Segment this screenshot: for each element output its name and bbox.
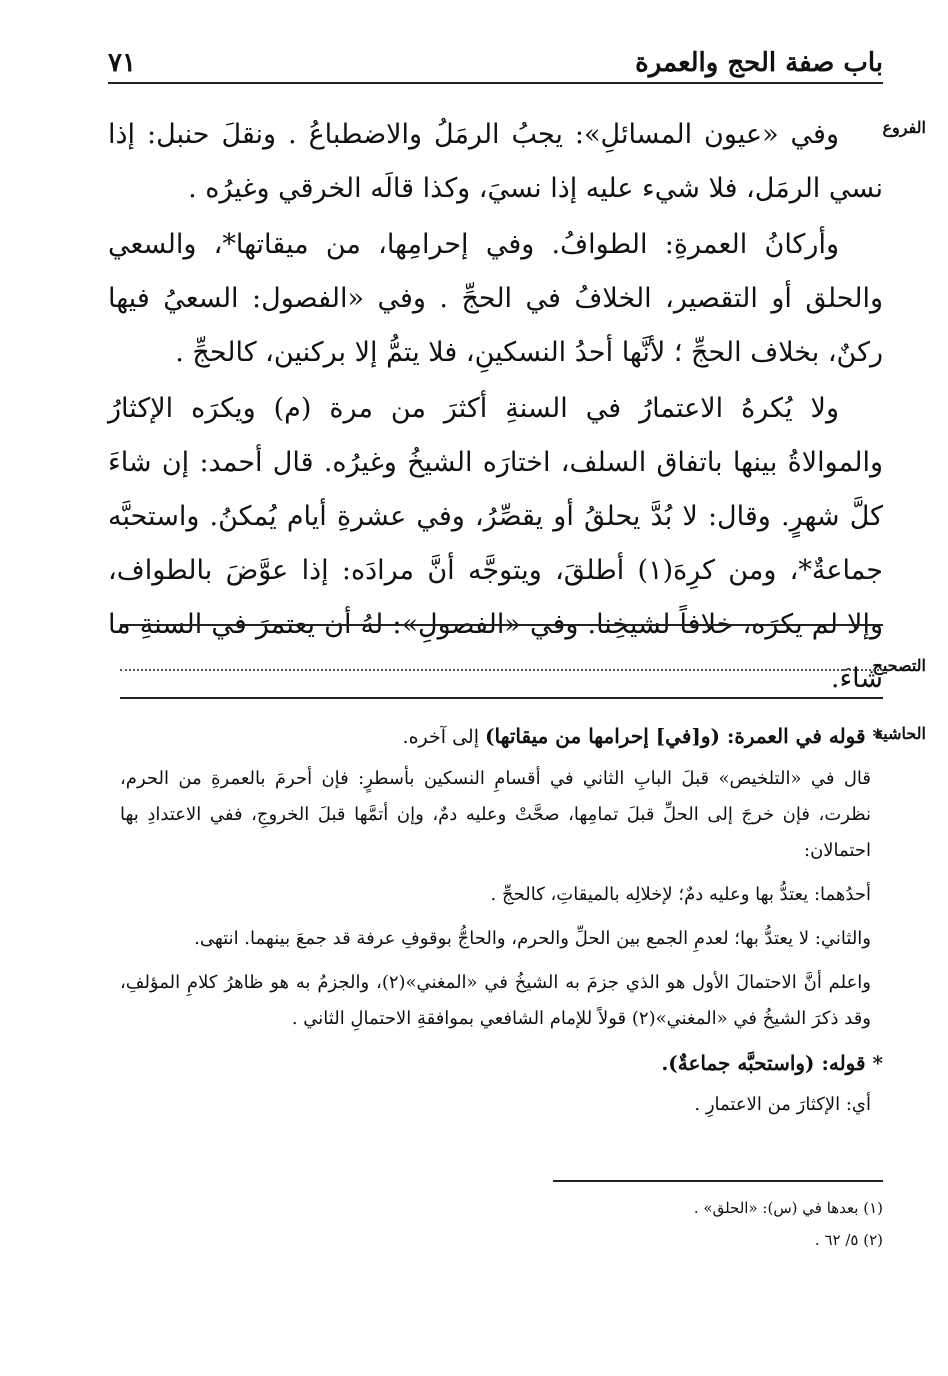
- main-paragraph: وأركانُ العمرةِ: الطوافُ. وفي إحرامِها، من ميقاتها*، والسعي والحلق أو التقصير، الخلافُ في الحجِّ . وفي «الفصول: السعيُ فيها ركنٌ، بخلاف الحجِّ ؛ لأنَّها أحدُ النسكينِ، فلا يتمُّ إلا بركنين، كالحجِّ .: [108, 229, 883, 368]
- footnote: (٢) ٥/ ٦٢ .: [814, 1231, 883, 1249]
- note-paragraph: واعلم أنَّ الاحتمالَ الأول هو الذي جزمَ به الشيخُ في «المغني»(٢)، والجزمُ به هو ظاهرُ كلامِ المؤلفِ، وقد ذكرَ الشيخُ في «المغني»(٢) قولاً للإمام الشافعي بموافقةِ الاحتمالِ الثاني .: [120, 972, 871, 1029]
- footnote: (١) بعدها في (س): «الحلق» .: [693, 1199, 883, 1217]
- page-number: ٧١: [108, 48, 136, 78]
- tashih-dotted-line: [120, 655, 883, 671]
- footnote-divider: [553, 1180, 883, 1182]
- note-paragraph: قال في «التلخيص» قبلَ البابِ الثاني في أقسامِ النسكين بأسطرٍ: فإن أحرمَ بالعمرةِ من الحرم، نظرت، فإن خرجَ إلى الحلِّ قبلَ تمامِها، صحَّتْ وعليه دمٌ، وإن أتمَّها قبلَ الخروجِ، ففي الاعتدادِ بها احتمالان:: [120, 768, 871, 861]
- note-2-heading: * قوله: (واستحبَّه جماعةٌ).: [661, 1051, 883, 1075]
- page-title: باب صفة الحج والعمرة: [635, 48, 883, 78]
- hashiya-divider: [120, 697, 883, 699]
- note-paragraph: أي: الإكثارَ من الاعتمارِ .: [694, 1094, 871, 1115]
- hashiya-notes: [120, 718, 883, 1131]
- note-2-body: [120, 1087, 883, 1123]
- main-paragraph: وفي «عيون المسائلِ»: يجبُ الرمَلُ والاضطباعُ . ونقلَ حنبل: إذا نسي الرمَل، فلا شيء عليه إذا نسيَ، وكذا قالَه الخرقي وغيرُه .: [108, 119, 883, 204]
- note-1-head: * قوله في العمرة: (و[في] إحرامها من ميقاتها): [485, 724, 883, 748]
- main-divider: [120, 624, 883, 626]
- footnotes: [553, 1192, 883, 1256]
- note-1-heading: [120, 718, 883, 755]
- label-tashih: التصحيح: [872, 656, 926, 675]
- note-1-tail: إلى آخره.: [402, 726, 486, 748]
- note-paragraph: أحدُهما: يعتدُّ بها وعليه دمٌ؛ لإخلالِه بالميقاتِ، كالحجِّ .: [490, 884, 871, 905]
- page-header: [108, 42, 883, 84]
- main-paragraph: ولا يُكرهُ الاعتمارُ في السنةِ أكثرَ من مرة (م) ويكرَه الإكثارُ والموالاةُ بينها باتفاق السلف، اختارَه الشيخُ وغيرُه. قال أحمد: إن شاءَ كلَّ شهرٍ. وقال: لا بُدَّ يحلقُ أو يقصِّرُ، وفي عشرةِ أيام يُمكنُ. واستحبَّه جماعةٌ*، ومن كرِهَ(١) أطلقَ، ويتوجَّه أنَّ مرادَه: إذا عوَّضَ بالطواف، وإلا لم يكرَه، خلافاً لشيخِنا. وفي «الفصولِ»: لهُ أن يعتمرَ في السنةِ ما شاءَ.: [108, 393, 883, 694]
- note-paragraph: والثاني: لا يعتدُّ بها؛ لعدمِ الجمع بين الحلِّ والحرم، والحاجُّ بوقوفِ عرفة قد جمعَ بينهما. انتهى.: [194, 928, 871, 949]
- main-text: [108, 108, 883, 706]
- label-furu: الفروع: [882, 118, 926, 137]
- note-1-body: [120, 761, 883, 1037]
- label-hashiya: الحاشية: [874, 724, 926, 743]
